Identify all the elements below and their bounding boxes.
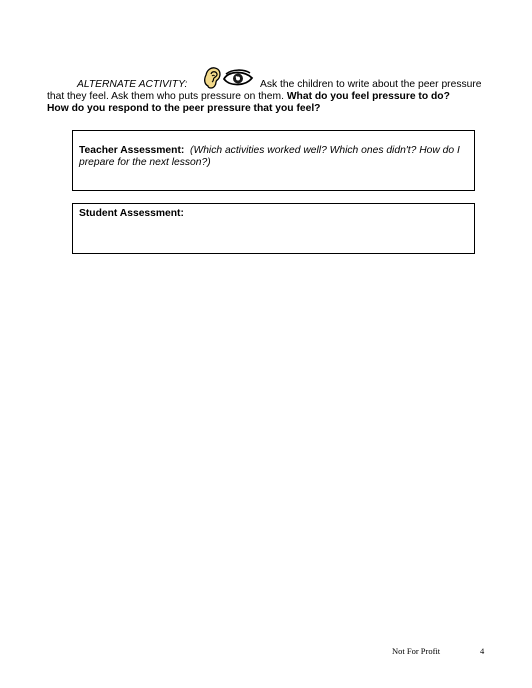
teacher-assessment-prompt-1: (Which activities worked well? Which ones didn't? How do I [190, 145, 460, 156]
activity-line-1 [47, 66, 487, 88]
student-assessment-box [72, 203, 475, 254]
activity-question-2: How do you respond to the peer pressure that you feel? [47, 102, 321, 114]
teacher-assessment-prompt-2: prepare for the next lesson?) [79, 157, 211, 168]
activity-line-2-plain: that they feel. Ask them who puts pressure on them. [47, 91, 287, 102]
page-footer [392, 646, 485, 656]
student-assessment-label: Student Assessment: [79, 208, 184, 219]
footer-text: Not For Profit [392, 646, 441, 656]
activity-lead: ALTERNATE ACTIVITY: [77, 79, 188, 90]
teacher-assessment-label: Teacher Assessment: [79, 145, 185, 156]
teacher-assessment-box [72, 130, 475, 191]
eye-icon [224, 70, 252, 84]
sense-icons [202, 66, 258, 90]
activity-question-1: What do you feel pressure to do? [286, 91, 450, 102]
activity-line-1-rest: Ask the children to write about the peer pressure [260, 79, 482, 90]
alternate-activity-paragraph [47, 66, 487, 114]
page-number: 4 [480, 646, 485, 656]
activity-line-2 [47, 91, 487, 103]
ear-eye-icons [202, 66, 258, 90]
ear-icon [205, 68, 220, 88]
